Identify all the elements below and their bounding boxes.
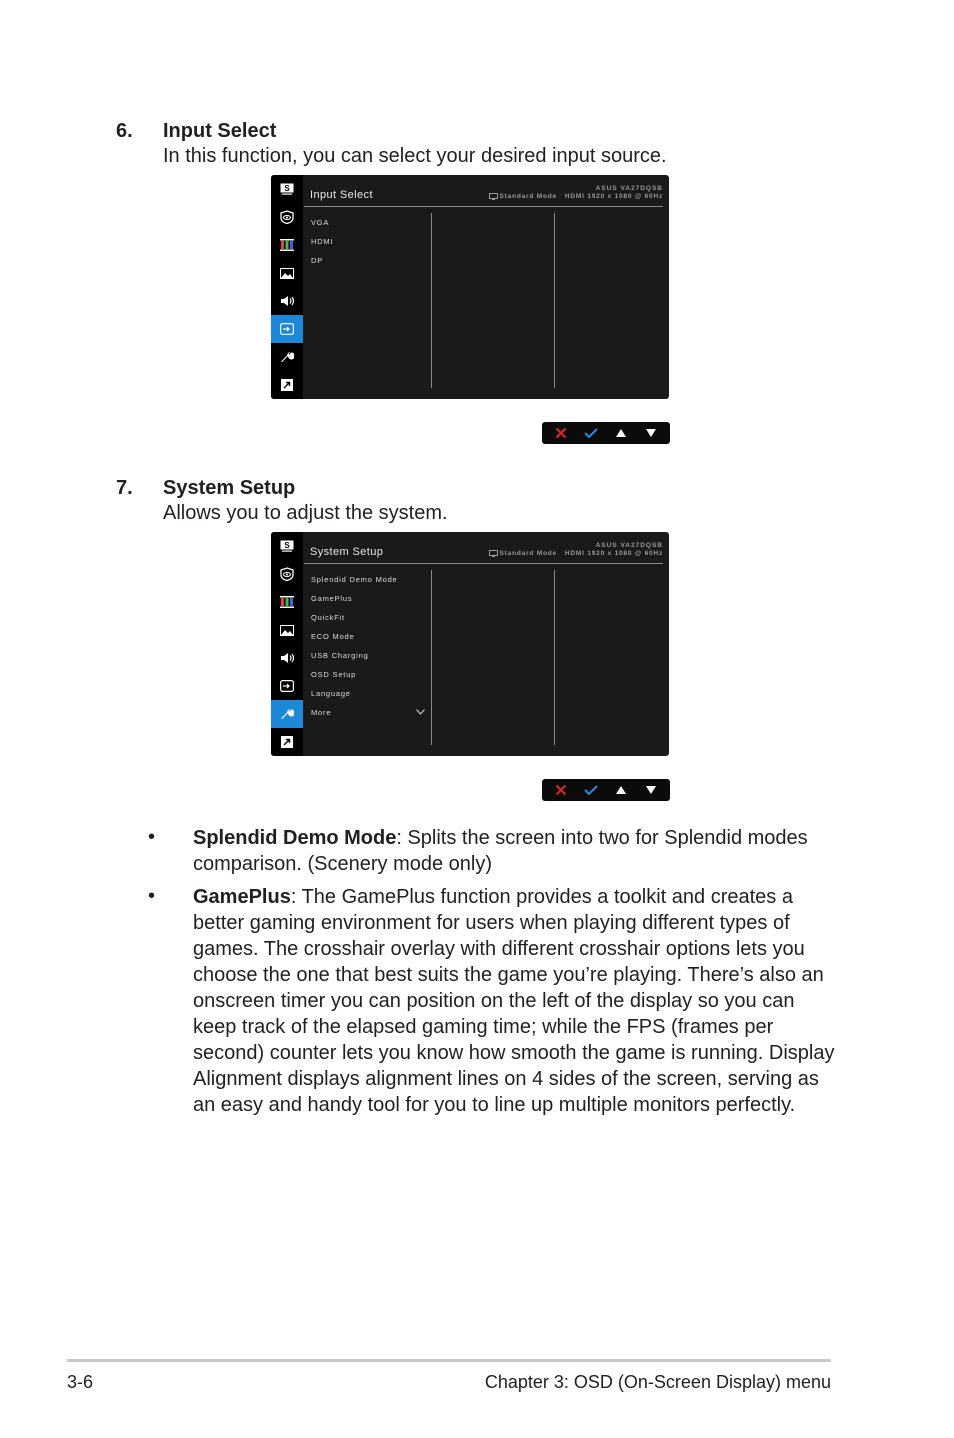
bullet-term: Splendid Demo Mode [193, 827, 397, 849]
menu-item-usb-charging[interactable]: USB Charging [311, 651, 369, 660]
osd-status [489, 550, 663, 557]
section-title: System Setup [163, 477, 296, 499]
bullet-gameplus [193, 884, 843, 1118]
menu-item-osd-setup[interactable]: OSD Setup [311, 670, 357, 679]
image-icon[interactable] [271, 259, 303, 287]
osd-column-divider [431, 570, 432, 745]
check-icon[interactable] [579, 779, 603, 801]
osd-mode: Standard Mode [499, 550, 557, 557]
section-number: 6. [116, 120, 133, 142]
footer-divider [67, 1359, 831, 1362]
eye-care-icon[interactable] [271, 203, 303, 231]
bullet-text: : The GamePlus function provides a toolkit and creates a better gaming environment for users when playing different types of games. The crosshair overlay with different crosshair options lets you choose the one that best suits the game you’re playing. There’s also an onscreen timer you can position on the left of the display so you can keep track of the elapsed gaming time; while the FPS (frames per second) counter lets you know how smooth the game is running. Display Alignment displays alignment lines on 4 sides of the screen, serving as an easy and handy tool for you to line up multiple monitors perfectly. [193, 886, 835, 1116]
down-icon[interactable] [639, 422, 663, 444]
down-icon[interactable] [639, 779, 663, 801]
osd-keys [542, 422, 670, 444]
menu-item-quickfit[interactable]: QuickFit [311, 613, 345, 622]
monitor-icon [489, 550, 498, 557]
osd-panel-system-setup [271, 532, 669, 756]
monitor-icon [489, 193, 498, 200]
sound-icon[interactable] [271, 287, 303, 315]
osd-keys [542, 779, 670, 801]
section-number: 7. [116, 477, 133, 499]
osd-column-divider [431, 213, 432, 388]
osd-menu-list [311, 570, 431, 722]
close-icon[interactable] [549, 779, 573, 801]
chevron-down-icon [416, 703, 425, 722]
splendid-badge: S [284, 541, 290, 550]
section-description: Allows you to adjust the system. [163, 502, 448, 524]
menu-item-more[interactable] [311, 703, 431, 722]
image-icon[interactable] [271, 616, 303, 644]
menu-item-more-label: More [311, 708, 332, 717]
page-number: 3-6 [67, 1372, 94, 1392]
chapter-title: Chapter 3: OSD (On-Screen Display) menu [484, 1372, 831, 1392]
shortcut-icon[interactable] [271, 371, 303, 399]
check-icon[interactable] [579, 422, 603, 444]
menu-item-gameplus[interactable]: GamePlus [311, 594, 353, 603]
system-setup-icon[interactable] [271, 343, 303, 371]
osd-title: Input Select [310, 189, 373, 201]
osd-divider [304, 563, 663, 564]
section-description: In this function, you can select your desired input source. [163, 145, 667, 167]
bullet-splendid-demo-mode [193, 825, 843, 877]
osd-menu-list [311, 213, 431, 270]
menu-item-eco-mode[interactable]: ECO Mode [311, 632, 355, 641]
osd-signal: HDMI 1920 x 1080 @ 60Hz [564, 550, 663, 557]
osd-sidebar [271, 532, 303, 756]
splendid-icon[interactable] [271, 175, 303, 203]
osd-panel-input-select [271, 175, 669, 399]
bullet-text: : Splits the screen into two for Splendid modes comparison. (Scenery mode only) [193, 827, 808, 875]
bullet-term: GamePlus [193, 886, 291, 908]
osd-title: System Setup [310, 546, 384, 558]
input-select-icon[interactable] [271, 672, 303, 700]
close-icon[interactable] [549, 422, 573, 444]
splendid-icon[interactable] [271, 532, 303, 560]
osd-signal: HDMI 1920 x 1080 @ 60Hz [564, 193, 663, 200]
osd-model: ASUS VA27DQSB [595, 185, 663, 192]
menu-item-dp[interactable]: DP [311, 256, 324, 265]
menu-item-language[interactable]: Language [311, 689, 351, 698]
eye-care-icon[interactable] [271, 560, 303, 588]
menu-item-vga[interactable]: VGA [311, 218, 330, 227]
osd-model: ASUS VA27DQSB [595, 542, 663, 549]
osd-column-divider [554, 213, 555, 388]
system-setup-icon[interactable] [271, 700, 303, 728]
menu-item-splendid-demo-mode[interactable]: Splendid Demo Mode [311, 575, 398, 584]
bullet-marker: • [148, 885, 156, 907]
up-icon[interactable] [609, 779, 633, 801]
input-select-icon[interactable] [271, 315, 303, 343]
osd-status [489, 193, 663, 200]
color-icon[interactable] [271, 588, 303, 616]
bullet-marker: • [148, 826, 156, 848]
menu-item-hdmi[interactable]: HDMI [311, 237, 334, 246]
osd-column-divider [554, 570, 555, 745]
section-title: Input Select [163, 120, 277, 142]
splendid-badge: S [284, 184, 290, 193]
osd-divider [304, 206, 663, 207]
color-icon[interactable] [271, 231, 303, 259]
sound-icon[interactable] [271, 644, 303, 672]
shortcut-icon[interactable] [271, 728, 303, 756]
up-icon[interactable] [609, 422, 633, 444]
osd-sidebar [271, 175, 303, 399]
osd-mode: Standard Mode [499, 193, 557, 200]
